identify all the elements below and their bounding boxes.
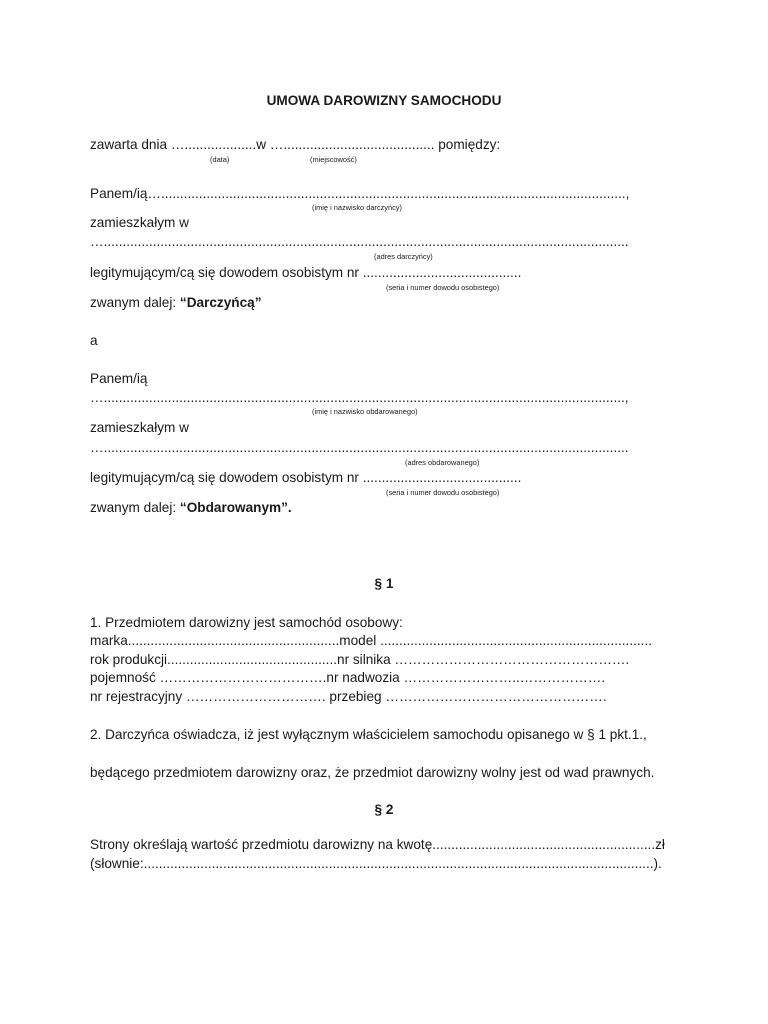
donor-called-line: [90, 295, 262, 311]
recipient-name-hint: (imię i nazwisko obdarowanego): [312, 407, 418, 416]
document-title: UMOWA DAROWIZNY SAMOCHODU: [266, 93, 502, 108]
vehicle-year-engine-row: rok produkcji.............................................nr silnika …………………………………………….: [90, 652, 630, 667]
recipient-id-hint: (seria i numer dowodu osobistego): [386, 488, 500, 497]
vehicle-registration-mileage-row: nr rejestracyjny …………………………. przebieg ………………………………………….: [90, 689, 607, 704]
recipient-residence-label: zamieszkałym w: [90, 420, 189, 435]
recipient-address-line: …...........................................................................................................................................: [90, 440, 629, 455]
value-amount-line: Strony określają wartość przedmiotu darowizny na kwotę...........................................................zł: [90, 837, 665, 852]
place-hint: (miejscowość): [310, 155, 357, 164]
recipient-called-suffix: .: [287, 500, 292, 515]
donor-id-line: legitymującym/cą się dowodem osobistym nr ..........................................: [90, 265, 522, 280]
vehicle-capacity-body-row: pojemność ……………………………….nr nadwozia ……………………..……………….: [90, 670, 606, 685]
section-1-heading: § 1: [374, 576, 394, 591]
intro-line: zawarta dnia …...................w …........................................ pomiędzy:: [90, 137, 501, 152]
recipient-called-line: [90, 500, 292, 516]
recipient-called-prefix: zwanym dalej:: [90, 500, 180, 515]
donor-id-hint: (seria i numer dowodu osobistego): [386, 283, 500, 292]
conjunction: a: [90, 333, 98, 348]
donor-residence-label: zamieszkałym w: [90, 215, 189, 230]
vehicle-make-model-row: marka........................................................model ........................................................................: [90, 633, 652, 648]
donor-name-hint: (imię i nazwisko darczyńcy): [312, 203, 402, 212]
donor-name-line: Panem/ią…...........................................................................................................................,: [90, 186, 630, 201]
section-1-item-1: 1. Przedmiotem darowizny jest samochód osobowy:: [90, 615, 403, 630]
donor-address-hint: (adres darczyńcy): [374, 252, 433, 261]
donor-called-name: “Darczyńcą”: [179, 295, 262, 310]
section-2-heading: § 2: [374, 802, 394, 817]
donor-address-line: …...........................................................................................................................................: [90, 234, 629, 249]
recipient-name-line: …..........................................................................................................................................,: [90, 390, 629, 405]
value-in-words-line: (słownie:.......................................................................................................................................).: [90, 856, 662, 871]
date-hint: (data): [210, 155, 230, 164]
recipient-called-name: “Obdarowanym”: [179, 500, 288, 515]
recipient-label: Panem/ią: [90, 371, 148, 386]
section-1-item-2-line-2: będącego przedmiotem darowizny oraz, że przedmiot darowizny wolny jest od wad prawnych.: [90, 765, 655, 780]
recipient-address-hint: (adres obdarowanego): [405, 458, 480, 467]
section-1-item-2-line-1: 2. Darczyńca oświadcza, iż jest wyłącznym właścicielem samochodu opisanego w § 1 pkt.1.,: [90, 727, 647, 742]
recipient-id-line: legitymującym/cą się dowodem osobistym nr ..........................................: [90, 470, 522, 485]
donor-called-prefix: zwanym dalej:: [90, 295, 180, 310]
